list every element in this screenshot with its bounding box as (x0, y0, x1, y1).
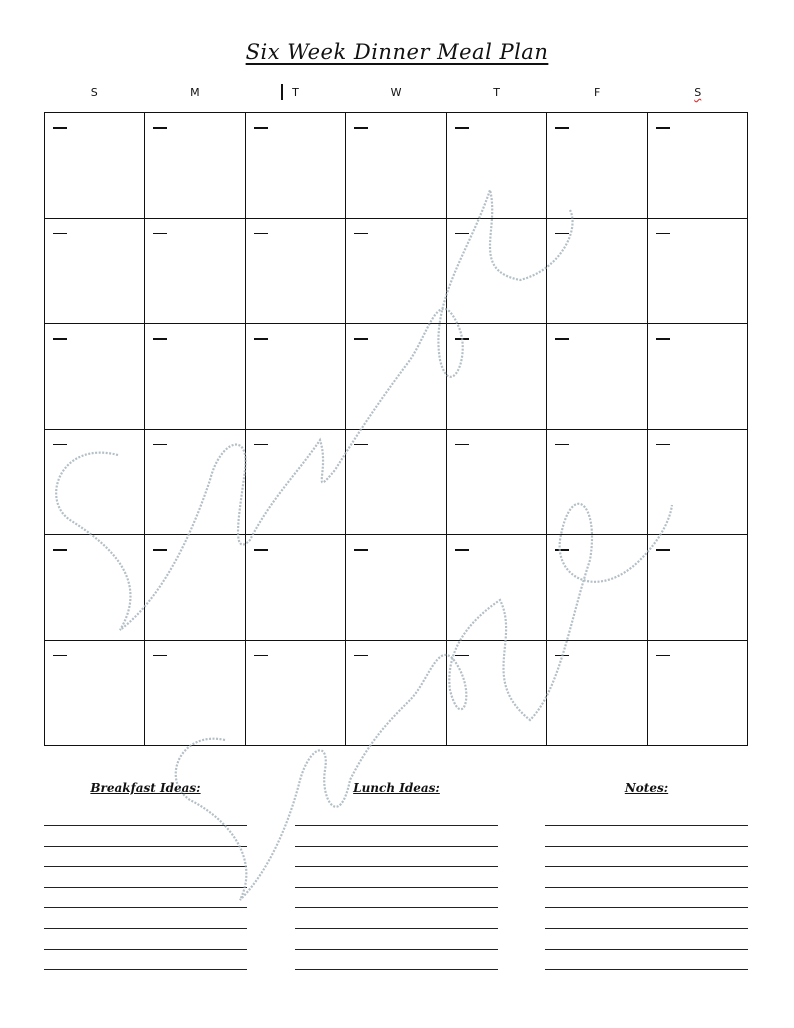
calendar-day-cell[interactable] (346, 535, 446, 641)
date-blank-line (254, 127, 268, 129)
breakfast-ideas-column (44, 778, 247, 798)
calendar-day-cell[interactable] (246, 430, 346, 536)
calendar-day-cell[interactable] (648, 641, 748, 747)
calendar-day-cell[interactable] (547, 535, 647, 641)
calendar-day-cell[interactable] (447, 430, 547, 536)
calendar-day-cell[interactable] (145, 324, 245, 430)
writing-line[interactable] (295, 866, 498, 867)
date-blank-line (354, 655, 368, 657)
date-blank-line (254, 233, 268, 235)
calendar-day-cell[interactable] (246, 324, 346, 430)
date-blank-line (656, 338, 670, 340)
calendar-day-cell[interactable] (45, 219, 145, 325)
calendar-day-cell[interactable] (346, 641, 446, 747)
date-blank-line (354, 233, 368, 235)
calendar-day-cell[interactable] (145, 535, 245, 641)
calendar-day-cell[interactable] (246, 641, 346, 747)
writing-line[interactable] (545, 825, 748, 826)
date-blank-line (555, 549, 569, 551)
writing-line[interactable] (545, 969, 748, 970)
calendar-day-cell[interactable] (648, 113, 748, 219)
date-blank-line (153, 338, 167, 340)
calendar-day-cell[interactable] (45, 113, 145, 219)
calendar-day-cell[interactable] (246, 219, 346, 325)
date-blank-line (656, 444, 670, 446)
calendar-day-cell[interactable] (346, 113, 446, 219)
writing-line[interactable] (44, 866, 247, 867)
lunch-ideas-heading: Lunch Ideas: (353, 781, 440, 795)
date-blank-line (354, 549, 368, 551)
day-label-sat-text: S (694, 86, 702, 99)
writing-line[interactable] (545, 846, 748, 847)
day-label-tue-text: T (292, 86, 299, 99)
date-blank-line (656, 127, 670, 129)
lunch-ideas-column (295, 778, 498, 798)
day-label-fri: F (594, 86, 601, 99)
calendar-day-cell[interactable] (648, 535, 748, 641)
date-blank-line (53, 549, 67, 551)
writing-line[interactable] (44, 825, 247, 826)
day-label-wed: W (390, 86, 402, 99)
calendar-day-cell[interactable] (45, 430, 145, 536)
calendar-day-cell[interactable] (45, 641, 145, 747)
date-blank-line (153, 655, 167, 657)
date-blank-line (455, 127, 469, 129)
date-blank-line (53, 655, 67, 657)
writing-line[interactable] (295, 825, 498, 826)
date-blank-line (656, 233, 670, 235)
date-blank-line (555, 655, 569, 657)
breakfast-ideas-lines[interactable] (44, 825, 247, 990)
date-blank-line (555, 233, 569, 235)
notes-column (545, 778, 748, 798)
calendar-day-cell[interactable] (45, 324, 145, 430)
calendar-day-cell[interactable] (547, 430, 647, 536)
date-blank-line (455, 233, 469, 235)
date-blank-line (53, 233, 67, 235)
date-blank-line (53, 127, 67, 129)
writing-line[interactable] (295, 887, 498, 888)
writing-line[interactable] (545, 887, 748, 888)
writing-line[interactable] (44, 928, 247, 929)
notes-lines[interactable] (545, 825, 748, 990)
date-blank-line (153, 127, 167, 129)
notes-heading: Notes: (624, 781, 669, 795)
date-blank-line (53, 444, 67, 446)
calendar-day-cell[interactable] (648, 219, 748, 325)
writing-line[interactable] (44, 846, 247, 847)
day-label-tue[interactable] (245, 84, 346, 102)
writing-line[interactable] (295, 928, 498, 929)
writing-line[interactable] (295, 907, 498, 908)
date-blank-line (153, 233, 167, 235)
calendar-day-cell[interactable] (447, 535, 547, 641)
date-blank-line (555, 127, 569, 129)
calendar-grid (44, 112, 748, 746)
calendar-day-cell[interactable] (45, 535, 145, 641)
day-label-mon: M (190, 86, 200, 99)
lunch-ideas-lines[interactable] (295, 825, 498, 990)
calendar-day-cell[interactable] (145, 430, 245, 536)
calendar-day-cell[interactable] (447, 324, 547, 430)
page-title: Six Week Dinner Meal Plan (245, 40, 549, 64)
writing-line[interactable] (44, 907, 247, 908)
day-label-sun: S (90, 86, 98, 99)
date-blank-line (354, 338, 368, 340)
date-blank-line (455, 338, 469, 340)
date-blank-line (153, 444, 167, 446)
date-blank-line (153, 549, 167, 551)
day-label-sat (647, 84, 748, 102)
calendar-day-cell[interactable] (447, 641, 547, 747)
date-blank-line (254, 549, 268, 551)
writing-line[interactable] (44, 969, 247, 970)
writing-line[interactable] (545, 949, 748, 950)
text-cursor (281, 84, 283, 100)
writing-line[interactable] (545, 907, 748, 908)
calendar-day-cell[interactable] (648, 430, 748, 536)
date-blank-line (354, 127, 368, 129)
calendar-day-cell[interactable] (547, 113, 647, 219)
writing-line[interactable] (545, 866, 748, 867)
calendar-day-cell[interactable] (346, 430, 446, 536)
ideas-sections (44, 778, 748, 978)
date-blank-line (455, 549, 469, 551)
calendar-day-cell[interactable] (547, 324, 647, 430)
date-blank-line (455, 444, 469, 446)
date-blank-line (555, 444, 569, 446)
writing-line[interactable] (44, 949, 247, 950)
breakfast-ideas-heading: Breakfast Ideas: (90, 781, 201, 795)
calendar-day-cell[interactable] (346, 219, 446, 325)
date-blank-line (656, 549, 670, 551)
writing-line[interactable] (295, 969, 498, 970)
calendar-day-cell[interactable] (447, 219, 547, 325)
calendar-day-cell[interactable] (145, 113, 245, 219)
writing-line[interactable] (295, 846, 498, 847)
calendar-day-cell[interactable] (145, 219, 245, 325)
calendar-day-cell[interactable] (648, 324, 748, 430)
date-blank-line (354, 444, 368, 446)
calendar-day-cell[interactable] (447, 113, 547, 219)
date-blank-line (254, 338, 268, 340)
calendar-day-cell[interactable] (246, 535, 346, 641)
calendar-day-cell[interactable] (346, 324, 446, 430)
calendar-day-cell[interactable] (547, 219, 647, 325)
calendar-day-cell[interactable] (145, 641, 245, 747)
writing-line[interactable] (295, 949, 498, 950)
writing-line[interactable] (545, 928, 748, 929)
date-blank-line (254, 655, 268, 657)
date-blank-line (656, 655, 670, 657)
calendar-day-cell[interactable] (547, 641, 647, 747)
date-blank-line (555, 338, 569, 340)
calendar-day-cell[interactable] (246, 113, 346, 219)
writing-line[interactable] (44, 887, 247, 888)
date-blank-line (53, 338, 67, 340)
date-blank-line (254, 444, 268, 446)
weekday-header (44, 84, 748, 102)
date-blank-line (455, 655, 469, 657)
day-label-thu: T (493, 86, 500, 99)
